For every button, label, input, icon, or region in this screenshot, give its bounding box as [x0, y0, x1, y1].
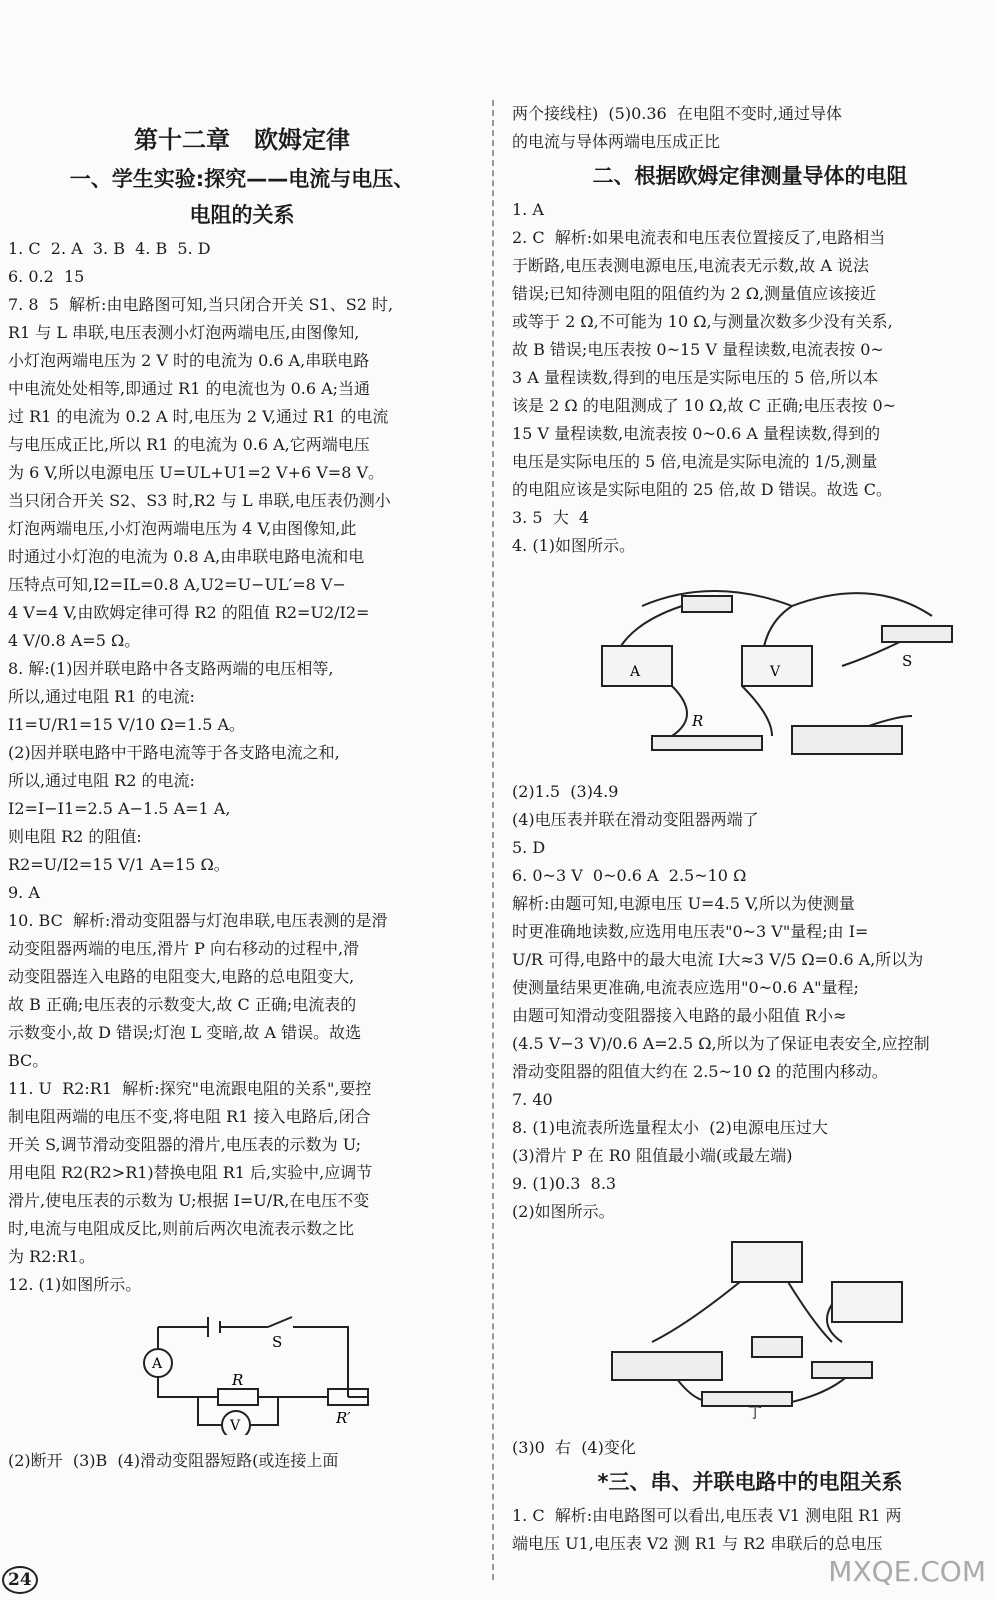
sec2b-line: (2)如图所示。 — [512, 1202, 615, 1221]
left-answer-line: 动变阻器连入电路的电阻变大,电路的总电阻变大, — [8, 967, 355, 986]
sec2a-line: 错误;已知待测电阻的阻值约为 2 Ω,测量值应该接近 — [512, 284, 877, 303]
fig4-switch-label: S — [902, 652, 913, 670]
sec2b-line: 9. (1)0.3 8.3 — [512, 1174, 617, 1193]
resistor-label: R — [232, 1371, 244, 1389]
chapter-title: 第十二章 欧姆定律 — [134, 126, 350, 154]
sec2a-line: 该是 2 Ω 的电阻测成了 10 Ω,故 C 正确;电压表按 0~ — [512, 396, 897, 415]
section-1-title-a: 一、学生实验:探究——电流与电压、 — [69, 167, 415, 191]
rheostat-label: R′ — [336, 1409, 351, 1427]
left-answer-line: 滑片,使电压表的示数为 U;根据 I=U/R,在电压不变 — [8, 1191, 370, 1210]
page-number: 24 — [2, 1566, 38, 1594]
fig9-rheostat-icon — [612, 1352, 722, 1380]
section-2-title: 二、根据欧姆定律测量导体的电阻 — [592, 164, 908, 188]
fig9-label: 丁 — [748, 1406, 762, 1422]
left-answer-line: 9. A — [8, 883, 40, 902]
section-3-title: *三、串、并联电路中的电阻关系 — [597, 1470, 903, 1494]
section-3-answers — [512, 1502, 988, 1558]
fig4-voltmeter-label: V — [770, 664, 781, 680]
sec2b-line: (4.5 V−3 V)/0.6 A=2.5 Ω,所以为了保证电表安全,应控制 — [512, 1034, 930, 1053]
left-answer-line: 12. (1)如图所示。 — [8, 1275, 142, 1294]
voltmeter-label: V — [230, 1418, 241, 1434]
rheostat-device-icon — [792, 726, 902, 754]
section-2-answers-a — [512, 196, 988, 560]
left-answer-line: I1=U/R1=15 V/10 Ω=1.5 A。 — [8, 715, 246, 734]
left-answer-line: 故 B 正确;电压表的示数变大,故 C 正确;电流表的 — [8, 995, 357, 1014]
fig4-ammeter-label: A — [630, 664, 641, 680]
cont-line-1: 两个接线柱) (5)0.36 在电阻不变时,通过导体 — [512, 104, 842, 123]
left-answer-line: 10. BC 解析:滑动变阻器与灯泡串联,电压表测的是滑 — [8, 911, 388, 930]
left-answer-line: 则电阻 R2 的阻值: — [8, 827, 142, 846]
left-answer-line: 时通过小灯泡的电流为 0.8 A,由串联电路电流和电 — [8, 547, 365, 566]
left-answer-line: 当只闭合开关 S2、S3 时,R2 与 L 串联,电压表仍测小 — [8, 491, 391, 510]
fig9-battery-icon — [702, 1392, 792, 1406]
left-answer-line: 所以,通过电阻 R1 的电流: — [8, 687, 195, 706]
sec2a-line: 3 A 量程读数,得到的电压是实际电压的 5 倍,所以本 — [512, 368, 879, 387]
wiring-figure-4 — [512, 566, 982, 766]
fig4-resistor-label: R — [692, 712, 704, 730]
sec2a-line: 的电阻应该是实际电阻的 25 倍,故 D 错误。故选 C。 — [512, 480, 892, 499]
left-answer-line: 中电流处处相等,即通过 R1 的电流也为 0.6 A;当通 — [8, 379, 371, 398]
fig9-switch-icon — [812, 1362, 872, 1378]
sec2b-line: 8. (1)电流表所选量程太小 (2)电源电压过大 — [512, 1118, 828, 1137]
left-answer-line: R2=U/I2=15 V/1 A=15 Ω。 — [8, 855, 230, 874]
sec2b-line: 由题可知滑动变阻器接入电路的最小阻值 R小≈ — [512, 1006, 847, 1025]
left-answer-line: 所以,通过电阻 R2 的电流: — [8, 771, 195, 790]
left-answer-line: BC。 — [8, 1051, 49, 1070]
left-answer-line: 用电阻 R2(R2>R1)替换电阻 R1 后,实验中,应调节 — [8, 1163, 373, 1182]
resistor-device-icon — [652, 736, 762, 750]
q9-tail: (3)0 右 (4)变化 — [512, 1438, 636, 1457]
switch-device-icon — [882, 626, 952, 642]
fig9-bulb-icon — [752, 1337, 802, 1357]
left-column — [8, 100, 476, 1475]
sec2b-line: 使测量结果更准确,电流表应选用"0~0.6 A"量程; — [512, 978, 859, 997]
section-2-answers-b — [512, 778, 988, 1226]
cont-line-2: 的电流与导体两端电压成正比 — [512, 132, 721, 151]
sec3-line: 端电压 U1,电压表 V2 测 R1 与 R2 串联后的总电压 — [512, 1534, 883, 1553]
sec2a-line: 电压是实际电压的 5 倍,电流是实际电流的 1/5,测量 — [512, 452, 878, 471]
right-column — [512, 100, 988, 1558]
left-answer-line: 过 R1 的电流为 0.2 A 时,电压为 2 V,通过 R1 的电流 — [8, 407, 389, 426]
left-answer-line: 灯泡两端电压,小灯泡两端电压为 4 V,由图像知,此 — [8, 519, 357, 538]
left-answer-line: 为 R2:R1。 — [8, 1247, 95, 1266]
left-answer-line: 7. 8 5 解析:由电路图可知,当只闭合开关 S1、S2 时, — [8, 295, 394, 314]
circuit-diagram-12 — [8, 1305, 468, 1435]
sec2b-line: 时更准确地读数,应选用电压表"0~3 V"量程;由 I= — [512, 922, 869, 941]
left-answer-line: 时,电流与电阻成反比,则前后两次电流表示数之比 — [8, 1219, 355, 1238]
sec2b-line: 解析:由题可知,电源电压 U=4.5 V,所以为使测量 — [512, 894, 855, 913]
left-answer-line: 与电压成正比,所以 R1 的电流为 0.6 A,它两端电压 — [8, 435, 370, 454]
column-divider — [492, 100, 494, 1580]
left-answer-line: (2)因并联电路中干路电流等于各支路电流之和, — [8, 743, 340, 762]
left-answer-line: 压特点可知,I2=IL=0.8 A,U2=U−UL′=8 V− — [8, 575, 346, 594]
sec2b-line: (4)电压表并联在滑动变阻器两端了 — [512, 810, 759, 829]
ammeter-label: A — [152, 1356, 163, 1372]
q12-answer-tail: (2)断开 (3)B (4)滑动变阻器短路(或连接上面 — [8, 1451, 339, 1470]
resistor-icon — [218, 1389, 258, 1405]
sec2b-line: 滑动变阻器的阻值大约在 2.5~10 Ω 的范围内移动。 — [512, 1062, 888, 1081]
left-answer-line: 1. C 2. A 3. B 4. B 5. D — [8, 239, 211, 258]
left-answer-line: 小灯泡两端电压为 2 V 时的电流为 0.6 A,串联电路 — [8, 351, 370, 370]
left-answer-line: 8. 解:(1)因并联电路中各支路两端的电压相等, — [8, 659, 334, 678]
sec2b-line: 5. D — [512, 838, 546, 857]
left-answer-line: 4 V=4 V,由欧姆定律可得 R2 的阻值 R2=U2/I2= — [8, 603, 370, 622]
battery-icon — [682, 596, 732, 612]
left-answer-line: I2=I−I1=2.5 A−1.5 A=1 A, — [8, 799, 231, 818]
left-answer-line: R1 与 L 串联,电压表测小灯泡两端电压,由图像知, — [8, 323, 360, 342]
left-answer-line: 4 V/0.8 A=5 Ω。 — [8, 631, 141, 650]
switch-label: S — [272, 1333, 283, 1351]
left-answer-line: 制电阻两端的电压不变,将电阻 R1 接入电路后,闭合 — [8, 1107, 371, 1126]
sec2a-line: 故 B 错误;电压表按 0~15 V 量程读数,电流表按 0~ — [512, 340, 884, 359]
sec2b-line: U/R 可得,电路中的最大电流 I大≈3 V/5 Ω=0.6 A,所以为 — [512, 950, 924, 969]
sec2a-line: 1. A — [512, 200, 544, 219]
sec2a-line: 3. 5 大 4 — [512, 508, 590, 527]
sec2a-line: 或等于 2 Ω,不可能为 10 Ω,与测量次数多少没有关系, — [512, 312, 893, 331]
left-answer-line: 开关 S,调节滑动变阻器的滑片,电压表的示数为 U; — [8, 1135, 362, 1154]
sec2a-line: 15 V 量程读数,电流表按 0~0.6 A 量程读数,得到的 — [512, 424, 881, 443]
fig9-ammeter-icon — [832, 1282, 902, 1322]
sec2a-line: 2. C 解析:如果电流表和电压表位置接反了,电路相当 — [512, 228, 886, 247]
left-answer-line: 动变阻器两端的电压,滑片 P 向右移动的过程中,滑 — [8, 939, 360, 958]
sec2a-line: 4. (1)如图所示。 — [512, 536, 636, 555]
left-answer-line: 6. 0.2 15 — [8, 267, 85, 286]
sec2b-line: 6. 0~3 V 0~0.6 A 2.5~10 Ω — [512, 866, 747, 885]
sec2b-line: (2)1.5 (3)4.9 — [512, 782, 619, 801]
left-answer-line: 11. U R2:R1 解析:探究"电流跟电阻的关系",要控 — [8, 1079, 372, 1098]
watermark-text: MXQE.COM — [828, 1555, 986, 1588]
wiring-figure-9 — [512, 1232, 982, 1422]
section-1-title-b: 电阻的关系 — [189, 203, 295, 227]
left-answers — [8, 235, 476, 1299]
sec3-line: 1. C 解析:由电路图可以看出,电压表 V1 测电阻 R1 两 — [512, 1506, 902, 1525]
sec2a-line: 于断路,电压表测电源电压,电流表无示数,故 A 说法 — [512, 256, 869, 275]
left-answer-line: 示数变小,故 D 错误;灯泡 L 变暗,故 A 错误。故选 — [8, 1023, 362, 1042]
sec2b-line: 7. 40 — [512, 1090, 553, 1109]
sec2b-line: (3)滑片 P 在 R0 阻值最小端(或最左端) — [512, 1146, 793, 1165]
fig9-voltmeter-icon — [732, 1242, 802, 1282]
left-answer-line: 为 6 V,所以电源电压 U=UL+U1=2 V+6 V=8 V。 — [8, 463, 385, 482]
